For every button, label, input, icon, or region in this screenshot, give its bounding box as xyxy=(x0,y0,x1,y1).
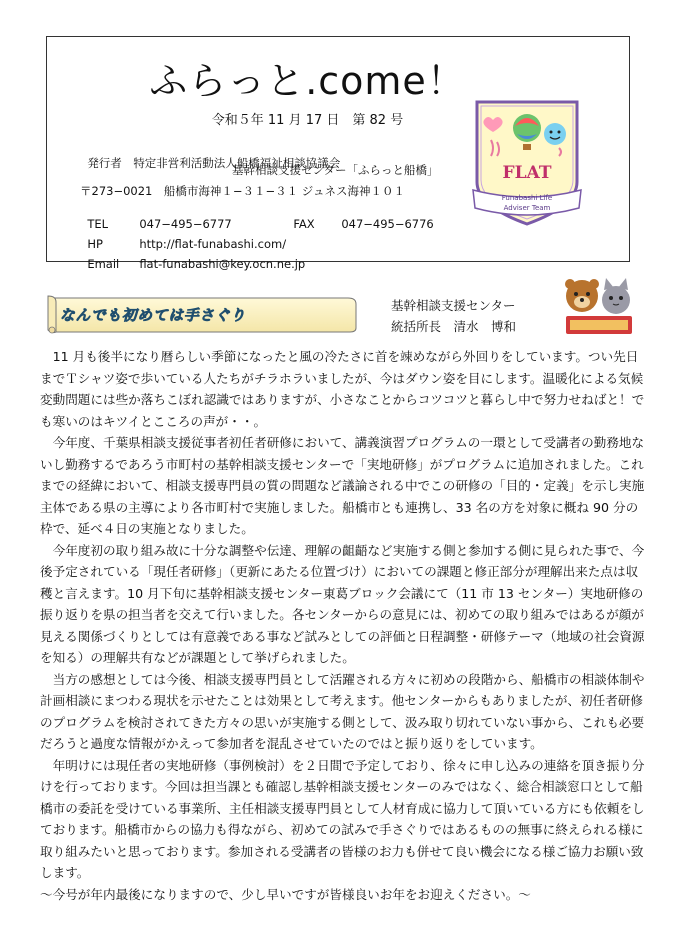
flat-logo xyxy=(471,98,583,234)
fax-label: FAX xyxy=(293,217,315,231)
bear-cat-illustration-icon xyxy=(560,276,638,338)
article-body xyxy=(40,346,645,905)
logo-text: FLAT xyxy=(502,163,552,183)
fax-number: 047−495−6776 xyxy=(341,217,434,231)
tel-label: TEL xyxy=(87,217,109,231)
issue-date: 令和５年 11 月 17 日 第 82 号 xyxy=(211,113,404,128)
ribbon-line-1: Funabashi Life xyxy=(501,194,553,202)
paragraph-4: 当方の感想としては今後、相談支援専門員として活躍される方々に初めの段階から、船橋市の相談体制や計画相談にまつわる現状を示せたことは効果として考えます。他センターからもありましたが、初任者研修のプログラムを検討されてきた方々の思いが実施する側として、汲み取り切れていない事から、これも必要だろうと過度な情報がかえって参加者を混乱させていたのではと振り返りをしています。 xyxy=(40,671,645,751)
paragraph-1: 11 月も後半になり暦らしい季節になったと風の冷たさに首を竦めながら外回りをしています。つい先日までＴシャツ姿で歩いている人たちがチラホラいましたが、今はダウン姿を目にします。温暖化による気候変動問題には些か落ちこぼれ認識ではありますが、小さなことからコツコツと暮らし中で努力せねばと！でも寒いのはキツイとこころの声が・・。 xyxy=(40,349,645,429)
hp-label: HP xyxy=(87,237,103,251)
newsletter-title: ふらっと.come！ xyxy=(149,59,466,103)
tel-number: 047−495−6777 xyxy=(139,217,232,231)
closing-message: ～今号が年内最後になりますので、少し早いですが皆様良いお年をお迎えください。～ xyxy=(40,886,531,902)
address: 〒273−0021 船橋市海神１−３１−３１ ジュネス海神１０１ xyxy=(80,184,406,198)
center-name: 基幹相談支援センター「ふらっと船橋」 xyxy=(232,163,439,177)
hp-url[interactable]: http://flat-funabashi.com/ xyxy=(139,237,287,251)
paragraph-3: 今年度初の取り組み故に十分な調整や伝達、理解の齟齬など実施する側と参加する側に見られた事で、今後予定されている「現任者研修」（更新にあたる位置づけ）においての課題と修正部分が理解出来た点は収穫と言えます。10 月下旬に基幹相談支援センター東葛ブロック会議にて（11 市 13 センター）実地研修の振り返りを県の担当者を交えて行いました。各センターからの意見には、初めての取り組みではあるが顔が見える関係づくりとしては有意義である事など試みとしての評価と日程調整・研修テーマ（地域の社会資源を知る）の理解共有などが課題として挙げられました。 xyxy=(40,542,645,665)
smile-icon xyxy=(544,123,566,145)
email-address[interactable]: flat-funabashi@key.ocn.ne.jp xyxy=(139,257,306,271)
paragraph-2: 今年度、千葉県相談支援従事者初任者研修において、講義演習プログラムの一環として受講者の勤務地ないし勤務するであろう市町村の基幹相談支援センターで「実地研修」がプログラムに追加されました。これまでの経緯において、相談支援専門員の質の問題など議論される中でこの研修の「目的・定義」を示し実施主体である県の主導により各市町村で実施しました。船橋市とも連携し、33 名の方を対象に概ね 90 分の枠で、延べ４日の実施となりました。 xyxy=(40,435,645,536)
author-name: 統括所長 清水 博和 xyxy=(391,319,517,334)
paragraph-5: 年明けには現任者の実地研修（事例検討）を２日間で予定しており、徐々に申し込みの連絡を頂き振り分けを行っております。今回は担当課とも確認し基幹相談支援センターのみではなく、総合相談窓口として船橋市の委託を受けている事業所、主任相談支援専門員として人材育成に協力して頂いている方にも依頼をしております。船橋市からの協力も得ながら、初めての試みで手さぐりではあるものの無事に終えられる様に取り組みたいと思っております。参加される受講者の皆様のお力も併せて良い機会になる様ご協力お願い致します。 xyxy=(40,757,645,880)
email-label: Email xyxy=(87,257,120,271)
publisher-org: 特定非営利活動法人船橋福祉相談協議会 xyxy=(133,156,341,170)
email-row xyxy=(80,243,305,271)
section-heading: なんでも初めては手さぐり xyxy=(60,308,246,324)
ribbon-line-2: Adviser Team xyxy=(503,204,551,212)
author-org: 基幹相談支援センター xyxy=(391,298,516,313)
publisher-label: 発行者 xyxy=(87,156,122,170)
